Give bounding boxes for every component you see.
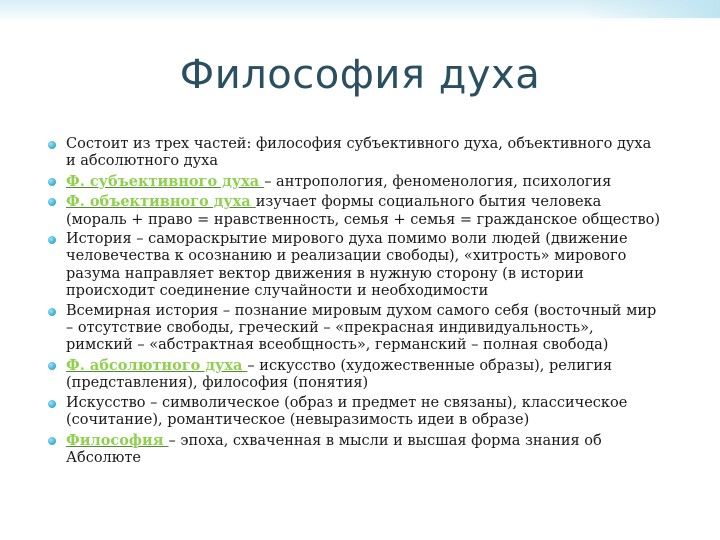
top-corner-gradient xyxy=(580,0,720,18)
term-link[interactable]: Философия xyxy=(66,431,169,449)
bullet-item xyxy=(44,432,664,468)
bullet-dot-icon xyxy=(48,362,56,370)
term-link[interactable]: Ф. субъективного духа xyxy=(66,172,265,190)
bullet-item xyxy=(44,193,664,229)
bullet-dot-icon xyxy=(48,141,56,149)
bullet-item xyxy=(44,231,664,301)
bullet-list xyxy=(44,136,664,469)
bullet-text: Искусство – символическое (образ и предмет не связаны), классическое (сочитание), романтическое (невыразимость идеи в образе) xyxy=(66,394,628,429)
bullet-dot-icon xyxy=(48,178,56,186)
bullet-text: История – самораскрытие мирового духа помимо воли людей (движение человечества к осознанию и реализации свободы), «хитрость» мирового разума направляет вектор движения в нужную сторону (в истории происходит соединение случайности и необходимости xyxy=(66,231,628,300)
bullet-item xyxy=(44,303,664,355)
slide-title: Философия духа xyxy=(179,52,541,98)
bullet-text: Всемирная история – познание мировым духом самого себя (восточный мир – отсутствие свободы, греческий – «прекрасная индивидуальность», римский – «абстрактная всеобщность», германский – полная свобода) xyxy=(66,302,657,354)
bullet-text: – искусство (художественные образы), религия (представления), философия (понятия) xyxy=(66,357,613,392)
term-link[interactable]: Ф. объективного духа xyxy=(66,193,256,211)
bullet-item xyxy=(44,173,664,191)
bullet-text: – эпоха, схваченная в мысли и высшая форма знания об Абсолюте xyxy=(66,432,602,466)
bullet-item xyxy=(44,357,664,393)
bullet-dot-icon xyxy=(48,400,56,408)
bullet-item xyxy=(44,136,664,171)
bullet-item xyxy=(44,395,664,430)
term-link[interactable]: Ф. абсолютного духа xyxy=(66,356,248,374)
bullet-dot-icon xyxy=(48,437,56,445)
bullet-dot-icon xyxy=(48,236,56,244)
bullet-text: Состоит из трех частей: философия субъективного духа, объективного духа и абсолютного духа xyxy=(66,136,652,170)
bullet-text: – антропология, феноменология, психология xyxy=(264,173,612,190)
bullet-dot-icon xyxy=(48,308,56,316)
bullet-dot-icon xyxy=(48,198,56,206)
bullet-text: изучает формы социального бытия человека (мораль + право = нравственность, семья + семья = гражданское общество) xyxy=(66,194,661,228)
